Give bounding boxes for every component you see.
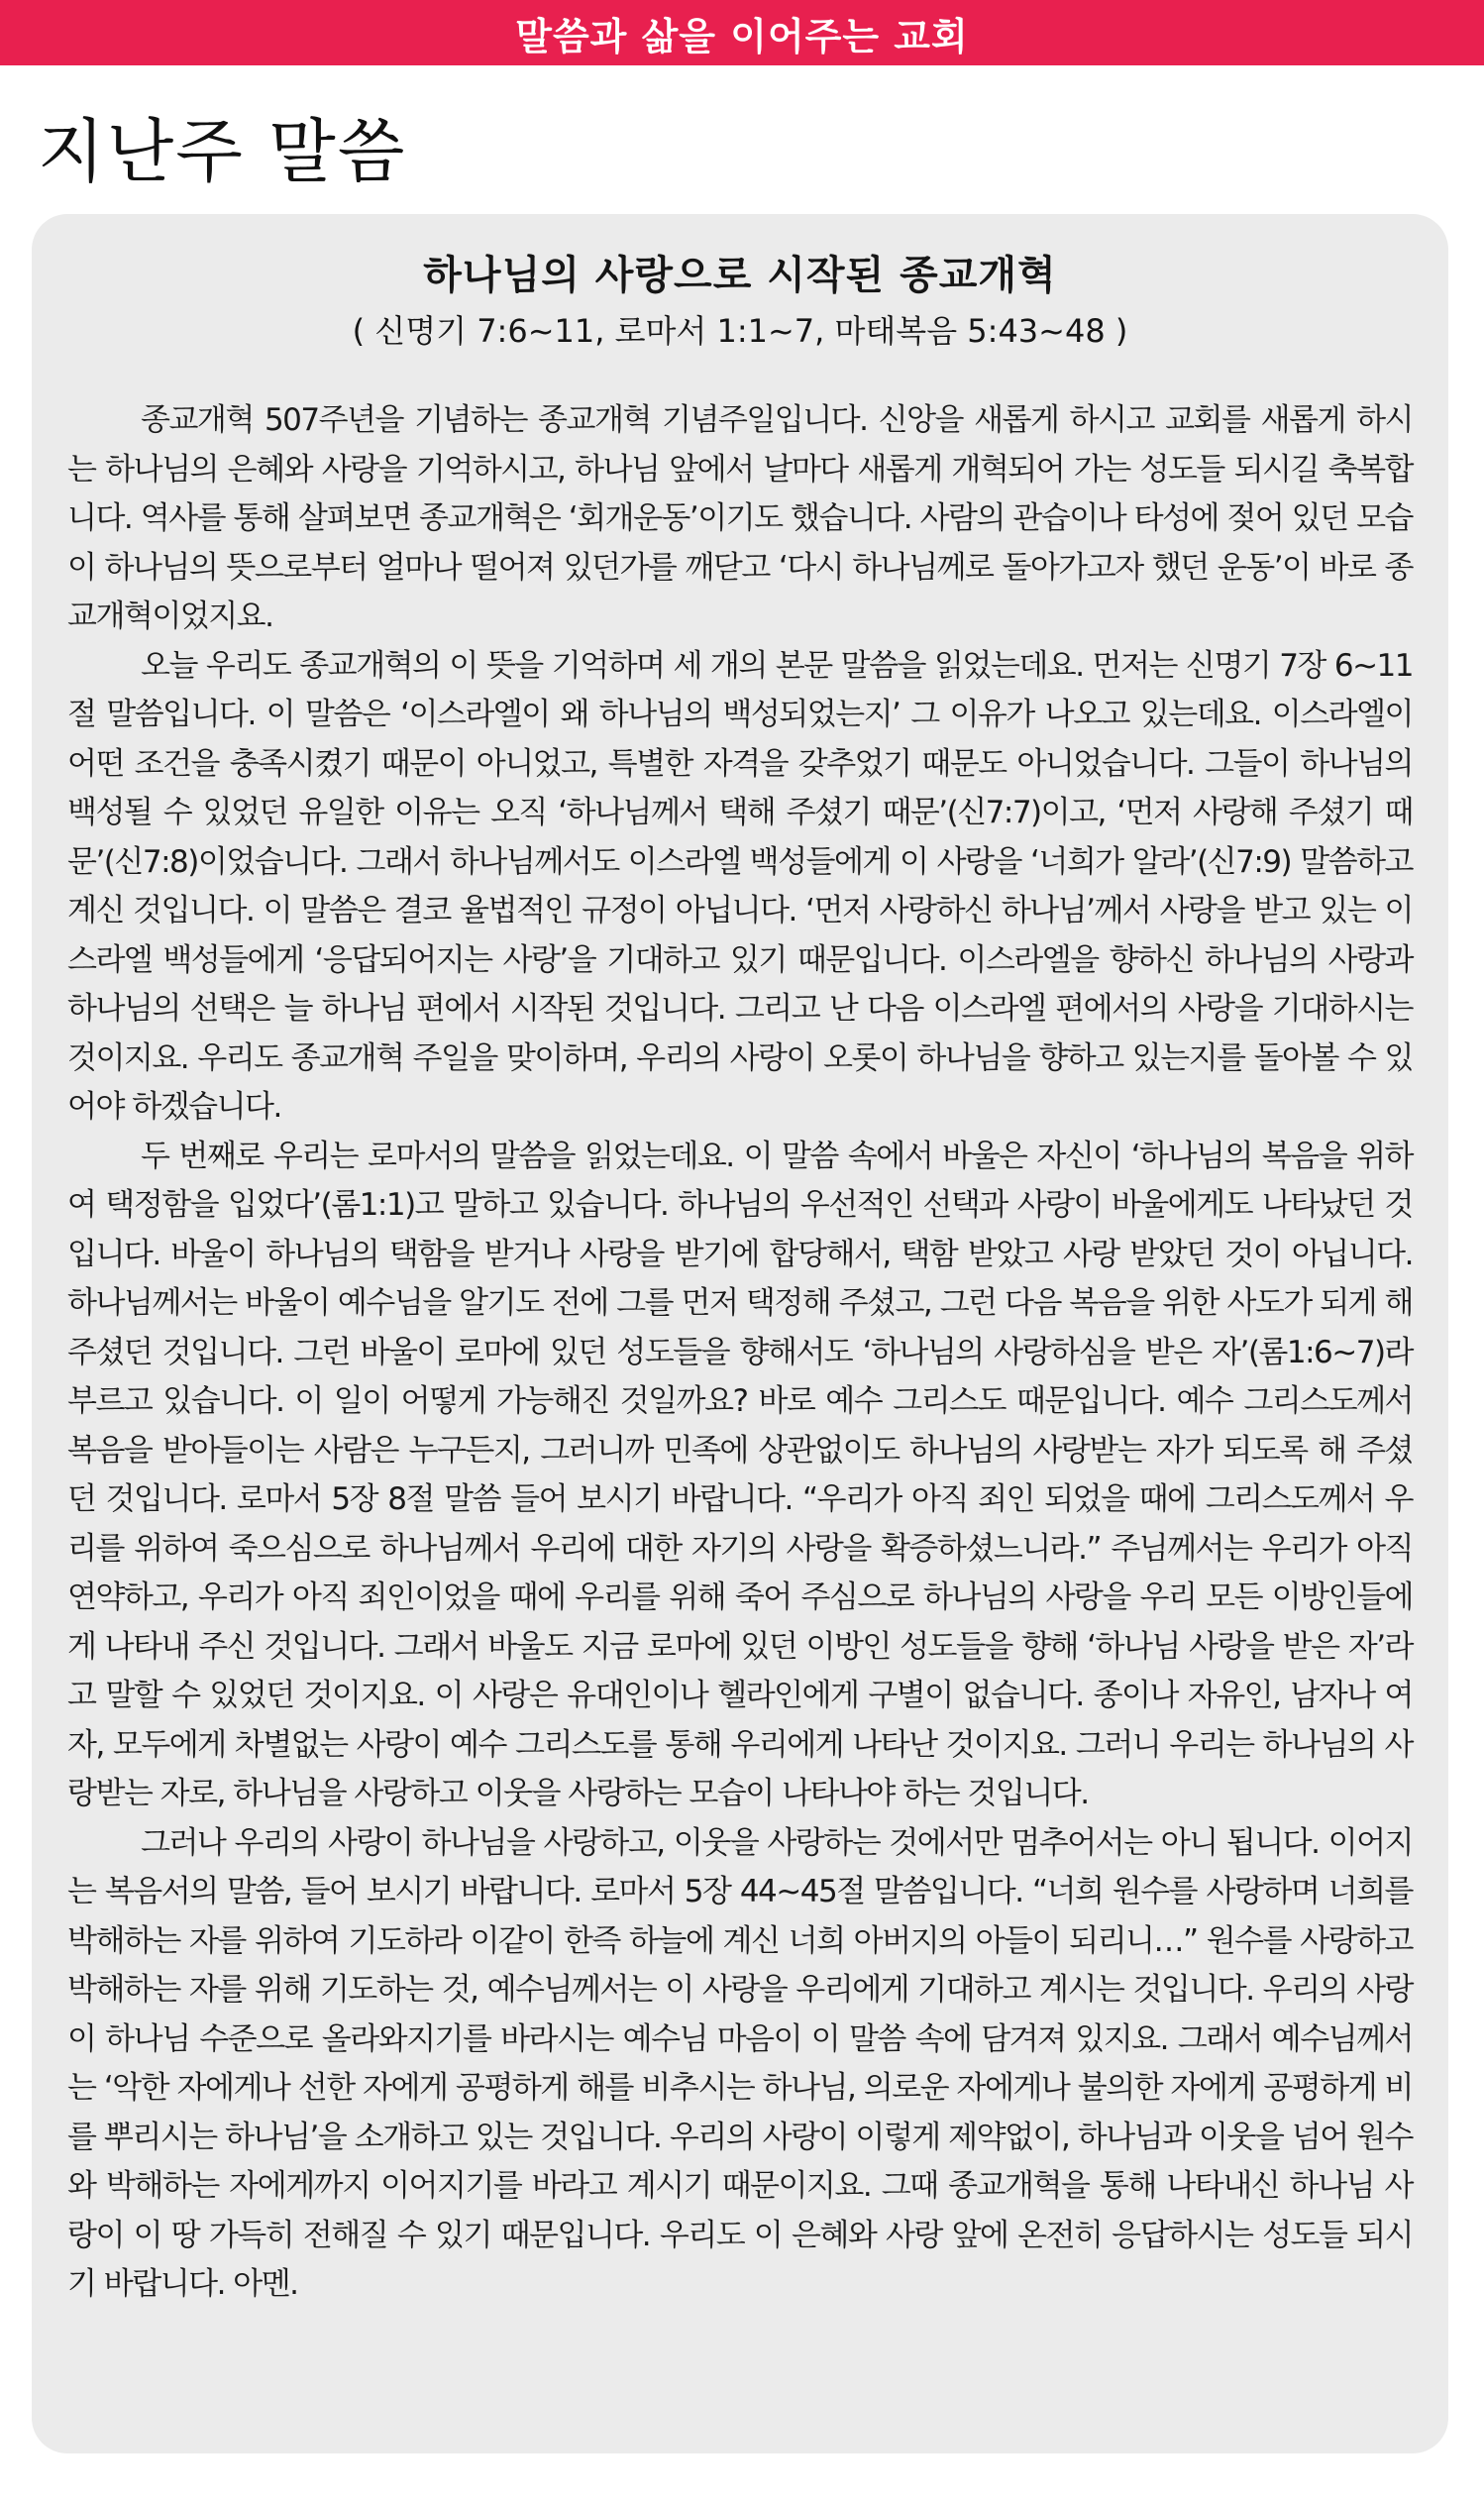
church-slogan-text: 말씀과 삶을 이어주는 교회 bbox=[515, 14, 969, 58]
sermon-paragraph: 종교개혁 507주년을 기념하는 종교개혁 기념주일입니다. 신앙을 새롭게 하시고 교회를 새롭게 하시는 하나님의 은혜와 사랑을 기억하시고, 하나님 앞에서 날마다 새롭게 개혁되어 가는 성도들 되시길 축복합니다. 역사를 통해 살펴보면 종교개혁은 ‘회개운동’이기도 했습니다. 사람의 관습이나 타성에 젖어 있던 모습이 하나님의 뜻으로부터 얼마나 떨어져 있던가를 깨닫고 ‘다시 하나님께로 돌아가고자 했던 운동’이 바로 종교개혁이었지요. bbox=[67, 402, 1413, 634]
sermon-title: 하나님의 사랑으로 시작된 종교개혁 bbox=[423, 253, 1057, 298]
sermon-paragraph: 그러나 우리의 사랑이 하나님을 사랑하고, 이웃을 사랑하는 것에서만 멈추어서는 아니 됩니다. 이어지는 복음서의 말씀, 들어 보시기 바랍니다. 로마서 5장 44~45절 말씀입니다. “너희 원수를 사랑하며 너희를 박해하는 자를 위하여 기도하라 이같이 한즉 하늘에 계신 너희 아버지의 아들이 되리니…” 원수를 사랑하고 박해하는 자를 위해 기도하는 것, 예수님께서는 이 사랑을 우리에게 기대하고 계시는 것입니다. 우리의 사랑이 하나님 수준으로 올라와지기를 바라시는 예수님 마음이 이 말씀 속에 담겨져 있지요. 그래서 예수님께서는 ‘악한 자에게나 선한 자에게 공평하게 해를 비추시는 하나님, 의로운 자에게나 불의한 자에게 공평하게 비를 뿌리시는 하나님’을 소개하고 있는 것입니다. 우리의 사랑이 이렇게 제약없이, 하나님과 이웃을 넘어 원수와 박해하는 자에게까지 이어지기를 바라고 계시기 때문이지요. 그때 종교개혁을 통해 나타내신 하나님 사랑이 이 땅 가득히 전해질 수 있기 때문입니다. 우리도 이 은혜와 사랑 앞에 온전히 응답하시는 성도들 되시기 바랍니다. 아멘. bbox=[67, 1824, 1413, 2302]
sermon-paragraph: 두 번째로 우리는 로마서의 말씀을 읽었는데요. 이 말씀 속에서 바울은 자신이 ‘하나님의 복음을 위하여 택정함을 입었다’(롬1:1)고 말하고 있습니다. 하나님의 우선적인 선택과 사랑이 바울에게도 나타났던 것입니다. 바울이 하나님의 택함을 받거나 사랑을 받기에 합당해서, 택함 받았고 사랑 받았던 것이 아닙니다. 하나님께서는 바울이 예수님을 알기도 전에 그를 먼저 택정해 주셨고, 그런 다음 복음을 위한 사도가 되게 해 주셨던 것입니다. 그런 바울이 로마에 있던 성도들을 향해서도 ‘하나님의 사랑하심을 받은 자’(롬1:6~7)라 부르고 있습니다. 이 일이 어떻게 가능해진 것일까요? 바로 예수 그리스도 때문입니다. 예수 그리스도께서 복음을 받아들이는 사람은 누구든지, 그러니까 민족에 상관없이도 하나님의 사랑받는 자가 되도록 해 주셨던 것입니다. 로마서 5장 8절 말씀 들어 보시기 바랍니다. “우리가 아직 죄인 되었을 때에 그리스도께서 우리를 위하여 죽으심으로 하나님께서 우리에 대한 자기의 사랑을 확증하셨느니라.” 주님께서는 우리가 아직 연약하고, 우리가 아직 죄인이었을 때에 우리를 위해 죽어 주심으로 하나님의 사랑을 우리 모든 이방인들에게 나타내 주신 것입니다. 그래서 바울도 지금 로마에 있던 이방인 성도들을 향해 ‘하나님 사랑을 받은 자’라고 말할 수 있었던 것이지요. 이 사랑은 유대인이나 헬라인에게 구별이 없습니다. 종이나 자유인, 남자나 여자, 모두에게 차별없는 사랑이 예수 그리스도를 통해 우리에게 나타난 것이지요. 그러니 우리는 하나님의 사랑받는 자로, 하나님을 사랑하고 이웃을 사랑하는 모습이 나타나야 하는 것입니다. bbox=[67, 1138, 1413, 1811]
sermon-paragraph: 오늘 우리도 종교개혁의 이 뜻을 기억하며 세 개의 본문 말씀을 읽었는데요. 먼저는 신명기 7장 6~11절 말씀입니다. 이 말씀은 ‘이스라엘이 왜 하나님의 백성되었는지’ 그 이유가 나오고 있는데요. 이스라엘이 어떤 조건을 충족시켰기 때문이 아니었고, 특별한 자격을 갖추었기 때문도 아니었습니다. 그들이 하나님의 백성될 수 있었던 유일한 이유는 오직 ‘하나님께서 택해 주셨기 때문’(신7:7)이고, ‘먼저 사랑해 주셨기 때문’(신7:8)이었습니다. 그래서 하나님께서도 이스라엘 백성들에게 이 사랑을 ‘너희가 알라’(신7:9) 말씀하고 계신 것입니다. 이 말씀은 결코 율법적인 규정이 아닙니다. ‘먼저 사랑하신 하나님’께서 사랑을 받고 있는 이스라엘 백성들에게 ‘응답되어지는 사랑’을 기대하고 있기 때문입니다. 이스라엘을 향하신 하나님의 사랑과 하나님의 선택은 늘 하나님 편에서 시작된 것입니다. 그리고 난 다음 이스라엘 편에서의 사랑을 기대하시는 것이지요. 우리도 종교개혁 주일을 맞이하며, 우리의 사랑이 오롯이 하나님을 향하고 있는지를 돌아볼 수 있어야 하겠습니다. bbox=[67, 647, 1413, 1125]
sermon-card bbox=[32, 214, 1448, 2453]
church-slogan-banner bbox=[0, 0, 1484, 65]
sermon-body bbox=[67, 396, 1413, 2310]
scripture-reference: ( 신명기 7:6~11, 로마서 1:1~7, 마태복음 5:43~48 ) bbox=[352, 312, 1128, 350]
section-title: 지난주 말씀 bbox=[38, 111, 407, 192]
